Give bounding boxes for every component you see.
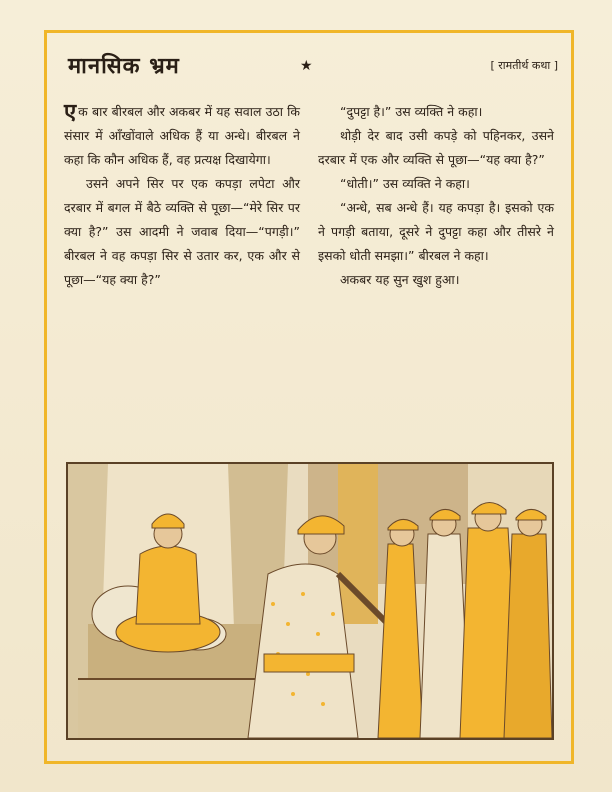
illustration-svg [68, 464, 552, 738]
story-source-tag: [ रामतीर्थ कथा ] [490, 59, 558, 72]
story-header [68, 46, 558, 86]
paragraph: “दुपट्टा है।” उस व्यक्ति ने कहा। [340, 104, 483, 119]
paragraph [64, 100, 300, 172]
paragraph: उसने अपने सिर पर एक कपड़ा लपेटा और दरबार में बगल में बैठे व्यक्ति से पूछा—“मेरे सिर पर क्या है?” उस आदमी ने जवाब दिया—“पगड़ी।” बीरबल ने वह कपड़ा सिर से उतार कर, एक और से पूछा—“यह क्या है?” [64, 176, 300, 287]
left-text-column [64, 100, 300, 292]
drop-cap: ए [64, 100, 77, 125]
paragraph: अकबर यह सुन खुश हुआ। [340, 272, 460, 287]
star-icon: ★ [300, 58, 313, 74]
paragraph: “धोती।” उस व्यक्ति ने कहा। [340, 176, 470, 191]
paragraph-text: क बार बीरबल और अकबर में यह सवाल उठा कि संसार में आँखोंवाले अधिक हैं या अन्धे। बीरबल ने कहा कि कौन अधिक हैं, वह प्रत्यक्ष दिखायेगा। [64, 104, 300, 167]
story-title: मानसिक भ्रम [68, 54, 180, 79]
paragraph: “अन्धे, सब अन्धे हैं। यह कपड़ा है। इसको एक ने पगड़ी बताया, दूसरे ने दुपट्टा कहा और तीसरे ने इसको धोती समझा।” बीरबल ने कहा। [318, 200, 554, 263]
court-illustration [66, 462, 554, 740]
right-text-column [318, 100, 554, 292]
paragraph: थोड़ी देर बाद उसी कपड़े को पहिनकर, उसने दरबार में एक और व्यक्ति से पूछा—“यह क्या है?” [318, 128, 554, 167]
